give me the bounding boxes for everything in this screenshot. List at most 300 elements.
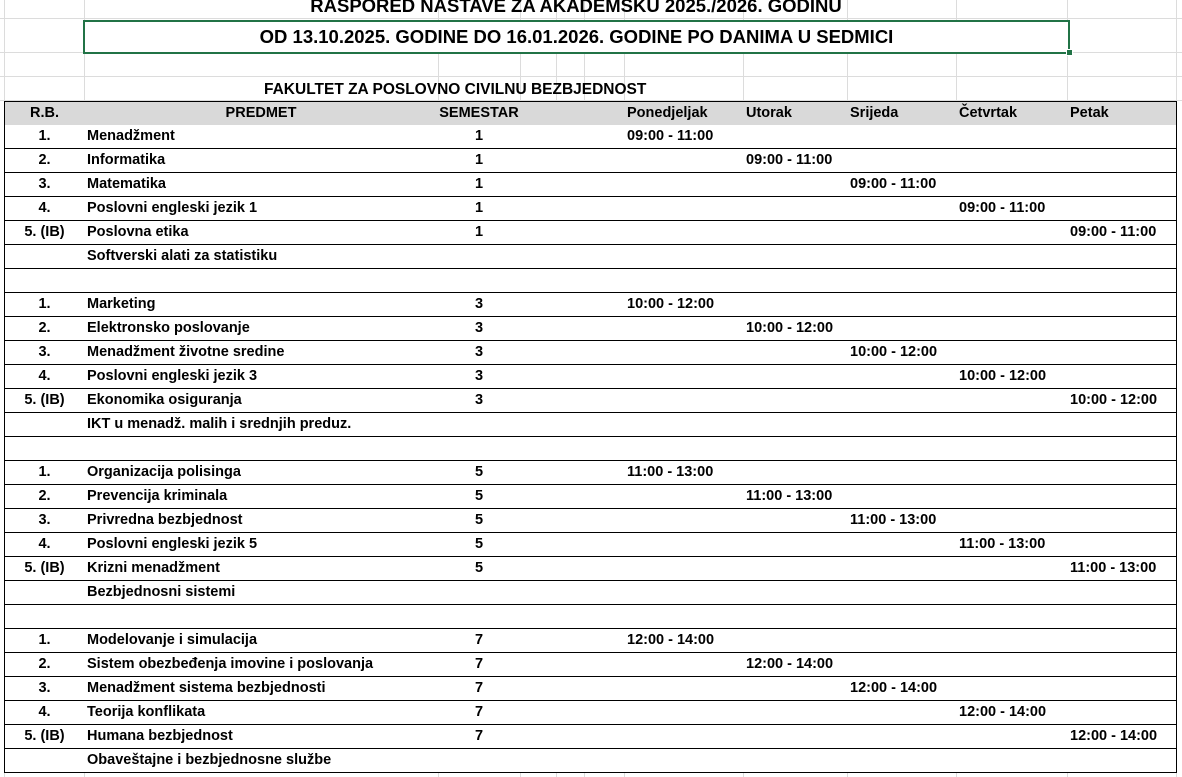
- header-cell-semestar[interactable]: SEMESTAR: [438, 101, 521, 126]
- cell-semestar[interactable]: 3: [438, 389, 521, 413]
- cell-extra-3[interactable]: [584, 197, 625, 221]
- cell-predmet[interactable]: Modelovanje i simulacija: [84, 629, 439, 653]
- cell-utorak[interactable]: [743, 269, 848, 293]
- cell-extra-2[interactable]: [556, 221, 585, 245]
- cell-petak[interactable]: [1067, 269, 1177, 293]
- cell-cetvrtak[interactable]: [956, 677, 1068, 701]
- cell-extra-3[interactable]: [584, 221, 625, 245]
- cell-extra-1[interactable]: [520, 533, 557, 557]
- cell-petak[interactable]: [1067, 485, 1177, 509]
- cell-extra-1[interactable]: [520, 317, 557, 341]
- cell-semestar[interactable]: [438, 413, 521, 437]
- cell-cetvrtak[interactable]: [956, 221, 1068, 245]
- cell-extra-3[interactable]: [584, 269, 625, 293]
- cell-utorak[interactable]: [743, 365, 848, 389]
- cell-rb[interactable]: 4.: [4, 197, 85, 221]
- cell-ponedjeljak[interactable]: [624, 341, 744, 365]
- cell-rb[interactable]: 4.: [4, 533, 85, 557]
- cell-semestar[interactable]: 1: [438, 197, 521, 221]
- cell-rb[interactable]: 4.: [4, 701, 85, 725]
- cell-extra-1[interactable]: [520, 173, 557, 197]
- cell-rb[interactable]: 4.: [4, 365, 85, 389]
- cell-ponedjeljak[interactable]: [624, 149, 744, 173]
- cell-extra-1[interactable]: [520, 245, 557, 269]
- cell-extra-3[interactable]: [584, 149, 625, 173]
- cell-ponedjeljak[interactable]: [624, 581, 744, 605]
- cell-extra-3[interactable]: [584, 509, 625, 533]
- cell-rb[interactable]: 2.: [4, 317, 85, 341]
- cell-rb[interactable]: 1.: [4, 461, 85, 485]
- cell-extra-1[interactable]: [520, 629, 557, 653]
- cell-predmet[interactable]: Humana bezbjednost: [84, 725, 439, 749]
- cell-predmet[interactable]: Poslovni engleski jezik 3: [84, 365, 439, 389]
- cell-extra-1[interactable]: [520, 461, 557, 485]
- cell-semestar[interactable]: 3: [438, 293, 521, 317]
- cell-cetvrtak[interactable]: [956, 389, 1068, 413]
- cell-extra-3[interactable]: [584, 653, 625, 677]
- cell-extra-3[interactable]: [584, 557, 625, 581]
- cell-ponedjeljak[interactable]: [624, 245, 744, 269]
- cell-extra-1[interactable]: [520, 437, 557, 461]
- cell-petak[interactable]: [1067, 365, 1177, 389]
- cell-srijeda[interactable]: [847, 629, 957, 653]
- cell-srijeda[interactable]: [847, 269, 957, 293]
- cell-extra-2[interactable]: [556, 605, 585, 629]
- cell-extra-2[interactable]: [556, 293, 585, 317]
- cell-extra-3[interactable]: [584, 629, 625, 653]
- cell-semestar[interactable]: [438, 437, 521, 461]
- cell-predmet[interactable]: [84, 437, 439, 461]
- cell-srijeda[interactable]: [847, 317, 957, 341]
- cell-srijeda[interactable]: [847, 701, 957, 725]
- cell-semestar[interactable]: 7: [438, 701, 521, 725]
- cell-predmet[interactable]: Menadžment životne sredine: [84, 341, 439, 365]
- cell-semestar[interactable]: 3: [438, 317, 521, 341]
- header-cell-ponedjeljak[interactable]: Ponedjeljak: [624, 101, 744, 126]
- cell-cetvrtak[interactable]: [956, 725, 1068, 749]
- cell-extra-2[interactable]: [556, 269, 585, 293]
- cell-rb[interactable]: [4, 413, 85, 437]
- cell-srijeda[interactable]: [847, 581, 957, 605]
- cell-semestar[interactable]: 5: [438, 533, 521, 557]
- cell-ponedjeljak[interactable]: [624, 413, 744, 437]
- cell-extra-1[interactable]: [520, 581, 557, 605]
- cell-utorak[interactable]: [743, 173, 848, 197]
- cell-utorak[interactable]: [743, 461, 848, 485]
- cell-extra-1[interactable]: [520, 365, 557, 389]
- cell-rb[interactable]: [4, 437, 85, 461]
- cell-srijeda[interactable]: [847, 389, 957, 413]
- cell-semestar[interactable]: [438, 605, 521, 629]
- header-cell-extra-3[interactable]: [584, 101, 625, 126]
- cell-predmet[interactable]: Menadžment: [84, 125, 439, 149]
- cell-ponedjeljak[interactable]: [624, 173, 744, 197]
- cell-cetvrtak[interactable]: [956, 341, 1068, 365]
- cell-ponedjeljak[interactable]: [624, 485, 744, 509]
- cell-srijeda[interactable]: [847, 197, 957, 221]
- cell-srijeda[interactable]: [847, 653, 957, 677]
- cell-extra-2[interactable]: [556, 533, 585, 557]
- cell-predmet[interactable]: Poslovna etika: [84, 221, 439, 245]
- cell-predmet[interactable]: Teorija konflikata: [84, 701, 439, 725]
- cell-semestar[interactable]: 5: [438, 509, 521, 533]
- cell-cetvrtak[interactable]: [956, 437, 1068, 461]
- cell-petak[interactable]: [1067, 509, 1177, 533]
- cell-srijeda[interactable]: [847, 245, 957, 269]
- cell-ponedjeljak[interactable]: [624, 509, 744, 533]
- cell-extra-2[interactable]: [556, 629, 585, 653]
- cell-extra-3[interactable]: [584, 605, 625, 629]
- cell-extra-2[interactable]: [556, 149, 585, 173]
- cell-extra-3[interactable]: [584, 317, 625, 341]
- cell-extra-2[interactable]: [556, 509, 585, 533]
- cell-petak[interactable]: [1067, 533, 1177, 557]
- cell-extra-1[interactable]: [520, 701, 557, 725]
- cell-rb[interactable]: [4, 581, 85, 605]
- cell-ponedjeljak[interactable]: [624, 221, 744, 245]
- cell-utorak[interactable]: [743, 581, 848, 605]
- cell-rb[interactable]: 3.: [4, 677, 85, 701]
- cell-semestar[interactable]: [438, 245, 521, 269]
- cell-predmet[interactable]: Krizni menadžment: [84, 557, 439, 581]
- cell-rb[interactable]: 1.: [4, 293, 85, 317]
- cell-rb[interactable]: 5. (IB): [4, 725, 85, 749]
- cell-extra-1[interactable]: [520, 197, 557, 221]
- cell-srijeda[interactable]: [847, 461, 957, 485]
- cell-predmet[interactable]: Poslovni engleski jezik 5: [84, 533, 439, 557]
- cell-srijeda[interactable]: [847, 221, 957, 245]
- cell-predmet[interactable]: Marketing: [84, 293, 439, 317]
- cell-extra-2[interactable]: [556, 461, 585, 485]
- cell-cetvrtak[interactable]: [956, 485, 1068, 509]
- cell-predmet[interactable]: Sistem obezbeđenja imovine i poslovanja: [84, 653, 439, 677]
- header-cell-extra-1[interactable]: [520, 101, 557, 126]
- schedule-title[interactable]: RASPORED NASTAVE ZA AKADEMSKU 2025./2026. GODINU: [310, 0, 842, 16]
- cell-predmet[interactable]: Organizacija polisinga: [84, 461, 439, 485]
- cell-extra-1[interactable]: [520, 509, 557, 533]
- cell-ponedjeljak[interactable]: 11:00 - 13:00: [624, 461, 744, 485]
- cell-extra-2[interactable]: [556, 317, 585, 341]
- cell-extra-1[interactable]: [520, 653, 557, 677]
- cell-petak[interactable]: [1067, 749, 1177, 773]
- cell-cetvrtak[interactable]: [956, 245, 1068, 269]
- cell-extra-3[interactable]: [584, 125, 625, 149]
- cell-utorak[interactable]: 12:00 - 14:00: [743, 653, 848, 677]
- cell-extra-2[interactable]: [556, 437, 585, 461]
- cell-petak[interactable]: [1067, 653, 1177, 677]
- cell-srijeda[interactable]: [847, 413, 957, 437]
- cell-cetvrtak[interactable]: [956, 557, 1068, 581]
- cell-ponedjeljak[interactable]: [624, 365, 744, 389]
- cell-cetvrtak[interactable]: [956, 413, 1068, 437]
- cell-ponedjeljak[interactable]: [624, 389, 744, 413]
- cell-extra-3[interactable]: [584, 437, 625, 461]
- cell-ponedjeljak[interactable]: 10:00 - 12:00: [624, 293, 744, 317]
- cell-semestar[interactable]: 1: [438, 125, 521, 149]
- cell-cetvrtak[interactable]: 10:00 - 12:00: [956, 365, 1068, 389]
- cell-petak[interactable]: [1067, 245, 1177, 269]
- cell-predmet[interactable]: Privredna bezbjednost: [84, 509, 439, 533]
- cell-extra-3[interactable]: [584, 749, 625, 773]
- cell-extra-3[interactable]: [584, 173, 625, 197]
- cell-petak[interactable]: [1067, 437, 1177, 461]
- cell-cetvrtak[interactable]: [956, 605, 1068, 629]
- cell-petak[interactable]: [1067, 341, 1177, 365]
- cell-semestar[interactable]: 7: [438, 653, 521, 677]
- cell-semestar[interactable]: 1: [438, 221, 521, 245]
- cell-ponedjeljak[interactable]: [624, 749, 744, 773]
- cell-srijeda[interactable]: 12:00 - 14:00: [847, 677, 957, 701]
- cell-predmet[interactable]: Ekonomika osiguranja: [84, 389, 439, 413]
- header-cell-cetvrtak[interactable]: Četvrtak: [956, 101, 1068, 126]
- cell-extra-1[interactable]: [520, 605, 557, 629]
- cell-petak[interactable]: [1067, 605, 1177, 629]
- cell-srijeda[interactable]: [847, 533, 957, 557]
- cell-rb[interactable]: 2.: [4, 485, 85, 509]
- cell-rb[interactable]: [4, 245, 85, 269]
- cell-extra-2[interactable]: [556, 413, 585, 437]
- cell-ponedjeljak[interactable]: [624, 701, 744, 725]
- cell-extra-1[interactable]: [520, 677, 557, 701]
- cell-extra-1[interactable]: [520, 413, 557, 437]
- cell-extra-1[interactable]: [520, 725, 557, 749]
- cell-srijeda[interactable]: [847, 749, 957, 773]
- cell-semestar[interactable]: [438, 269, 521, 293]
- cell-predmet[interactable]: Poslovni engleski jezik 1: [84, 197, 439, 221]
- cell-utorak[interactable]: [743, 533, 848, 557]
- cell-petak[interactable]: [1067, 413, 1177, 437]
- cell-predmet[interactable]: [84, 605, 439, 629]
- cell-ponedjeljak[interactable]: [624, 317, 744, 341]
- cell-predmet[interactable]: [84, 269, 439, 293]
- cell-semestar[interactable]: 5: [438, 461, 521, 485]
- header-cell-rb[interactable]: R.B.: [4, 101, 85, 126]
- cell-cetvrtak[interactable]: [956, 173, 1068, 197]
- cell-cetvrtak[interactable]: [956, 629, 1068, 653]
- cell-srijeda[interactable]: [847, 437, 957, 461]
- cell-extra-3[interactable]: [584, 341, 625, 365]
- cell-utorak[interactable]: [743, 557, 848, 581]
- cell-ponedjeljak[interactable]: 12:00 - 14:00: [624, 629, 744, 653]
- cell-cetvrtak[interactable]: [956, 149, 1068, 173]
- cell-extra-3[interactable]: [584, 245, 625, 269]
- cell-extra-2[interactable]: [556, 365, 585, 389]
- cell-petak[interactable]: [1067, 581, 1177, 605]
- cell-cetvrtak[interactable]: [956, 293, 1068, 317]
- cell-predmet[interactable]: Obaveštajne i bezbjednosne službe: [84, 749, 439, 773]
- cell-utorak[interactable]: [743, 293, 848, 317]
- cell-extra-3[interactable]: [584, 365, 625, 389]
- cell-predmet[interactable]: Softverski alati za statistiku: [84, 245, 439, 269]
- cell-extra-3[interactable]: [584, 533, 625, 557]
- cell-extra-1[interactable]: [520, 149, 557, 173]
- cell-extra-2[interactable]: [556, 749, 585, 773]
- cell-semestar[interactable]: 3: [438, 365, 521, 389]
- cell-semestar[interactable]: 5: [438, 557, 521, 581]
- cell-extra-1[interactable]: [520, 389, 557, 413]
- cell-extra-2[interactable]: [556, 701, 585, 725]
- cell-extra-2[interactable]: [556, 725, 585, 749]
- cell-extra-2[interactable]: [556, 173, 585, 197]
- cell-extra-1[interactable]: [520, 749, 557, 773]
- cell-semestar[interactable]: 5: [438, 485, 521, 509]
- cell-extra-1[interactable]: [520, 341, 557, 365]
- cell-srijeda[interactable]: [847, 605, 957, 629]
- cell-ponedjeljak[interactable]: [624, 437, 744, 461]
- cell-utorak[interactable]: [743, 605, 848, 629]
- cell-rb[interactable]: 3.: [4, 509, 85, 533]
- cell-srijeda[interactable]: 11:00 - 13:00: [847, 509, 957, 533]
- cell-petak[interactable]: [1067, 173, 1177, 197]
- cell-extra-1[interactable]: [520, 293, 557, 317]
- cell-rb[interactable]: [4, 605, 85, 629]
- cell-utorak[interactable]: 11:00 - 13:00: [743, 485, 848, 509]
- cell-semestar[interactable]: 3: [438, 341, 521, 365]
- cell-semestar[interactable]: [438, 581, 521, 605]
- cell-extra-3[interactable]: [584, 485, 625, 509]
- cell-extra-3[interactable]: [584, 293, 625, 317]
- cell-petak[interactable]: [1067, 701, 1177, 725]
- cell-srijeda[interactable]: [847, 485, 957, 509]
- cell-rb[interactable]: 1.: [4, 629, 85, 653]
- cell-extra-2[interactable]: [556, 557, 585, 581]
- cell-extra-2[interactable]: [556, 341, 585, 365]
- cell-utorak[interactable]: [743, 701, 848, 725]
- header-cell-predmet[interactable]: PREDMET: [84, 101, 439, 126]
- cell-cetvrtak[interactable]: 09:00 - 11:00: [956, 197, 1068, 221]
- cell-ponedjeljak[interactable]: [624, 197, 744, 221]
- cell-ponedjeljak[interactable]: [624, 557, 744, 581]
- cell-predmet[interactable]: Menadžment sistema bezbjednosti: [84, 677, 439, 701]
- cell-predmet[interactable]: Prevencija kriminala: [84, 485, 439, 509]
- cell-ponedjeljak[interactable]: [624, 725, 744, 749]
- cell-predmet[interactable]: IKT u menadž. malih i srednjih preduz.: [84, 413, 439, 437]
- cell-semestar[interactable]: 1: [438, 173, 521, 197]
- cell-predmet[interactable]: Bezbjednosni sistemi: [84, 581, 439, 605]
- cell-extra-2[interactable]: [556, 653, 585, 677]
- cell-extra-1[interactable]: [520, 269, 557, 293]
- cell-petak[interactable]: 10:00 - 12:00: [1067, 389, 1177, 413]
- cell-ponedjeljak[interactable]: [624, 605, 744, 629]
- cell-extra-3[interactable]: [584, 725, 625, 749]
- cell-cetvrtak[interactable]: [956, 125, 1068, 149]
- cell-cetvrtak[interactable]: [956, 509, 1068, 533]
- cell-extra-1[interactable]: [520, 557, 557, 581]
- faculty-title[interactable]: FAKULTET ZA POSLOVNO CIVILNU BEZBJEDNOST: [264, 81, 647, 98]
- cell-rb[interactable]: [4, 749, 85, 773]
- cell-extra-3[interactable]: [584, 461, 625, 485]
- cell-petak[interactable]: [1067, 677, 1177, 701]
- cell-srijeda[interactable]: 09:00 - 11:00: [847, 173, 957, 197]
- cell-rb[interactable]: 3.: [4, 341, 85, 365]
- cell-cetvrtak[interactable]: 12:00 - 14:00: [956, 701, 1068, 725]
- cell-petak[interactable]: [1067, 197, 1177, 221]
- cell-cetvrtak[interactable]: [956, 749, 1068, 773]
- header-cell-utorak[interactable]: Utorak: [743, 101, 848, 126]
- cell-utorak[interactable]: [743, 197, 848, 221]
- cell-cetvrtak[interactable]: [956, 269, 1068, 293]
- cell-semestar[interactable]: 7: [438, 629, 521, 653]
- cell-srijeda[interactable]: [847, 293, 957, 317]
- cell-extra-1[interactable]: [520, 125, 557, 149]
- cell-semestar[interactable]: 1: [438, 149, 521, 173]
- cell-rb[interactable]: 5. (IB): [4, 389, 85, 413]
- cell-extra-3[interactable]: [584, 413, 625, 437]
- cell-cetvrtak[interactable]: [956, 653, 1068, 677]
- cell-petak[interactable]: 11:00 - 13:00: [1067, 557, 1177, 581]
- cell-rb[interactable]: 3.: [4, 173, 85, 197]
- cell-extra-3[interactable]: [584, 581, 625, 605]
- cell-rb[interactable]: 2.: [4, 653, 85, 677]
- cell-extra-2[interactable]: [556, 389, 585, 413]
- cell-ponedjeljak[interactable]: 09:00 - 11:00: [624, 125, 744, 149]
- cell-ponedjeljak[interactable]: [624, 533, 744, 557]
- cell-rb[interactable]: 5. (IB): [4, 221, 85, 245]
- cell-srijeda[interactable]: [847, 149, 957, 173]
- cell-srijeda[interactable]: [847, 125, 957, 149]
- cell-cetvrtak[interactable]: [956, 317, 1068, 341]
- cell-utorak[interactable]: 10:00 - 12:00: [743, 317, 848, 341]
- cell-srijeda[interactable]: [847, 365, 957, 389]
- cell-cetvrtak[interactable]: [956, 461, 1068, 485]
- cell-petak[interactable]: [1067, 461, 1177, 485]
- cell-utorak[interactable]: [743, 413, 848, 437]
- cell-petak[interactable]: [1067, 317, 1177, 341]
- cell-rb[interactable]: 1.: [4, 125, 85, 149]
- cell-petak[interactable]: [1067, 125, 1177, 149]
- cell-utorak[interactable]: [743, 629, 848, 653]
- cell-petak[interactable]: 09:00 - 11:00: [1067, 221, 1177, 245]
- cell-petak[interactable]: 12:00 - 14:00: [1067, 725, 1177, 749]
- cell-petak[interactable]: [1067, 149, 1177, 173]
- cell-rb[interactable]: 2.: [4, 149, 85, 173]
- cell-predmet[interactable]: Matematika: [84, 173, 439, 197]
- selection-fill-handle[interactable]: [1066, 49, 1073, 56]
- cell-extra-1[interactable]: [520, 485, 557, 509]
- cell-utorak[interactable]: 09:00 - 11:00: [743, 149, 848, 173]
- cell-rb[interactable]: [4, 269, 85, 293]
- cell-predmet[interactable]: Informatika: [84, 149, 439, 173]
- cell-extra-3[interactable]: [584, 677, 625, 701]
- cell-srijeda[interactable]: [847, 557, 957, 581]
- cell-extra-3[interactable]: [584, 701, 625, 725]
- cell-cetvrtak[interactable]: 11:00 - 13:00: [956, 533, 1068, 557]
- cell-semestar[interactable]: 7: [438, 725, 521, 749]
- cell-srijeda[interactable]: 10:00 - 12:00: [847, 341, 957, 365]
- cell-utorak[interactable]: [743, 677, 848, 701]
- cell-petak[interactable]: [1067, 629, 1177, 653]
- cell-cetvrtak[interactable]: [956, 581, 1068, 605]
- cell-extra-3[interactable]: [584, 389, 625, 413]
- cell-utorak[interactable]: [743, 221, 848, 245]
- cell-rb[interactable]: 5. (IB): [4, 557, 85, 581]
- cell-petak[interactable]: [1067, 293, 1177, 317]
- cell-utorak[interactable]: [743, 749, 848, 773]
- cell-extra-2[interactable]: [556, 125, 585, 149]
- cell-ponedjeljak[interactable]: [624, 269, 744, 293]
- cell-utorak[interactable]: [743, 125, 848, 149]
- cell-srijeda[interactable]: [847, 725, 957, 749]
- cell-extra-2[interactable]: [556, 581, 585, 605]
- header-cell-extra-2[interactable]: [556, 101, 585, 126]
- cell-extra-2[interactable]: [556, 245, 585, 269]
- cell-utorak[interactable]: [743, 341, 848, 365]
- cell-semestar[interactable]: [438, 749, 521, 773]
- cell-utorak[interactable]: [743, 509, 848, 533]
- cell-extra-2[interactable]: [556, 485, 585, 509]
- cell-extra-1[interactable]: [520, 221, 557, 245]
- cell-extra-2[interactable]: [556, 677, 585, 701]
